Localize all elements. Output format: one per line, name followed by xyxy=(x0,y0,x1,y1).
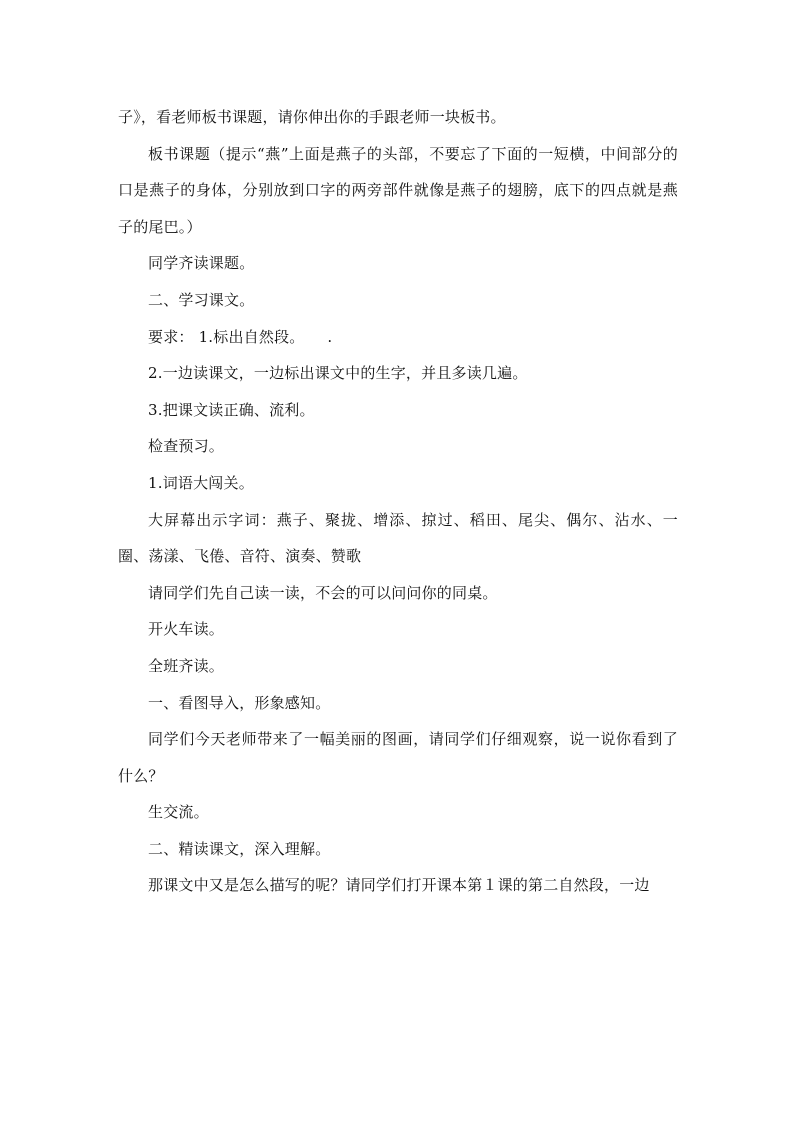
paragraph: 2.一边读课文，一边标出课文中的生字，并且多读几遍。 xyxy=(148,364,528,383)
section-heading: 二、精读课文，深入理解。 xyxy=(148,839,331,858)
paragraph: 开火车读。 xyxy=(148,620,225,639)
section-heading: 一、看图导入，形象感知。 xyxy=(148,693,331,712)
paragraph: 1.词语大闯关。 xyxy=(148,473,254,492)
paragraph: 那课文中又是怎么描写的呢？请同学们打开课本第１课的第二自然段，一边 xyxy=(148,876,650,895)
paragraph: 3.把课文读正确、流利。 xyxy=(148,400,315,419)
paragraph: 检查预习。 xyxy=(148,437,225,456)
paragraph: 板书课题（提示“燕”上面是燕子的头部，不要忘了下面的一短横，中间部分的口是燕子的身体，分别放到口字的两旁部件就像是燕子的翅膀，底下的四点就是燕子的尾巴。） xyxy=(118,144,678,236)
paragraph: 要求： 1.标出自然段。 . xyxy=(148,327,333,346)
paragraph: 生交流。 xyxy=(148,803,209,822)
paragraph: 同学们今天老师带来了一幅美丽的图画，请同学们仔细观察，说一说你看到了什么？ xyxy=(118,730,678,785)
section-heading: 二、学习课文。 xyxy=(148,290,255,309)
document-body xyxy=(118,99,678,904)
paragraph: 子》，看老师板书课题，请你伸出你的手跟老师一块板书。 xyxy=(118,108,506,126)
paragraph: 全班齐读。 xyxy=(148,656,225,675)
paragraph: 请同学们先自己读一读，不会的可以问问你的同桌。 xyxy=(148,583,498,602)
paragraph: 大屏幕出示字词：燕子、聚拢、增添、掠过、稻田、尾尖、偶尔、沾水、一圈、荡漾、飞倦、音符、演奏、赞歌 xyxy=(118,510,678,566)
paragraph: 同学齐读课题。 xyxy=(148,254,255,273)
